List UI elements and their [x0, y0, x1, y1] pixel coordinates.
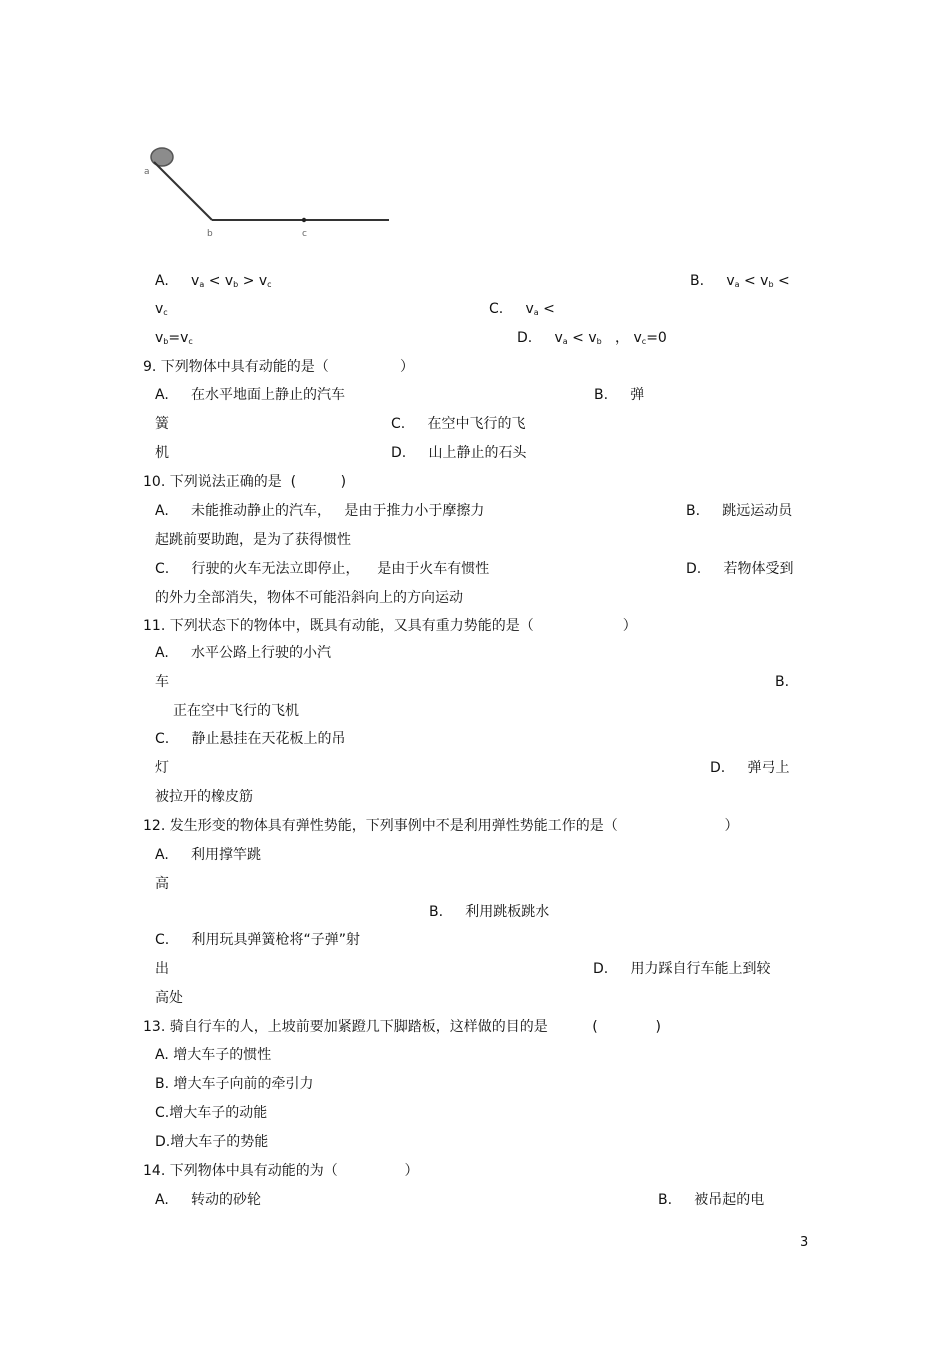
- q14-stem: 14. 下列物体中具有动能的为（ ）: [143, 1163, 419, 1179]
- q10-option-a: A. 未能推动静止的汽车， 是由于推力小于摩擦力: [155, 503, 485, 519]
- point-c-dot: [302, 218, 306, 222]
- q8-b-text: <: [773, 273, 790, 289]
- q8-option-b-cont: [155, 300, 168, 322]
- q11-option-d: D. 弹弓上: [710, 760, 790, 776]
- q8-option-c-cont: [155, 329, 193, 351]
- page-number: 3: [800, 1235, 809, 1250]
- q8-d-text: ， v: [601, 330, 642, 346]
- q9-option-d: D. 山上静止的石头: [391, 445, 527, 461]
- q11-option-c: C. 静止悬挂在天花板上的吊: [155, 731, 346, 747]
- q11-option-a: A. 水平公路上行驶的小汽: [155, 645, 332, 661]
- q8-d-letter: D.: [517, 330, 533, 346]
- q8-c-text: <: [538, 301, 555, 317]
- q13-option-b: B. 增大车子向前的牵引力: [155, 1076, 314, 1092]
- q8-d-text: =0: [646, 330, 667, 346]
- q9-option-b: B. 弹: [594, 387, 645, 403]
- q10-option-b-cont: 起跳前要助跑，是为了获得惯性: [155, 532, 351, 548]
- q8-a-text: > v: [238, 273, 268, 289]
- q8-b-sub: b: [768, 280, 774, 289]
- q8-d-text: v: [554, 330, 563, 346]
- q12-option-a-cont: 高: [155, 876, 169, 892]
- q14-option-b: B. 被吊起的电: [658, 1192, 765, 1208]
- q10-option-c: C. 行驶的火车无法立即停止， 是由于火车有惯性: [155, 561, 490, 577]
- q12-option-d: D. 用力踩自行车能上到较: [593, 961, 771, 977]
- q12-stem: 12. 发生形变的物体具有弹性势能，下列事例中不是利用弹性势能工作的是（ ）: [143, 818, 739, 834]
- q12-option-d-cont: 高处: [155, 990, 183, 1006]
- q13-option-a: A. 增大车子的惯性: [155, 1047, 272, 1063]
- q8-c-cont-text: v: [155, 330, 164, 346]
- q8-option-d: [517, 329, 667, 351]
- q8-c-cont-sub: c: [188, 337, 193, 346]
- q8-d-sub: a: [562, 337, 568, 346]
- q8-c-cont-text: =v: [168, 330, 189, 346]
- q14-option-a: A. 转动的砂轮: [155, 1192, 262, 1208]
- q8-c-text: v: [525, 301, 534, 317]
- q8-option-b: [690, 272, 790, 294]
- q8-a-sub: a: [199, 280, 205, 289]
- q10-option-b: B. 跳远运动员: [686, 503, 793, 519]
- incline-line: [154, 162, 212, 220]
- q8-c-sub: a: [533, 308, 539, 317]
- q12-option-b: B. 利用跳板跳水: [429, 904, 550, 920]
- q9-option-c-cont: 机: [155, 445, 169, 461]
- q12-option-c-cont: 出: [155, 961, 169, 977]
- q9-option-b-cont: 簧: [155, 416, 169, 432]
- q9-option-a: A. 在水平地面上静止的汽车: [155, 387, 346, 403]
- q12-option-a: A. 利用撑竿跳: [155, 847, 262, 863]
- q8-b-letter: B.: [690, 273, 705, 289]
- q8-b-cont-text: v: [155, 301, 164, 317]
- q11-option-a-cont: 车: [155, 674, 169, 690]
- label-b: b: [207, 229, 213, 239]
- q8-d-text: < v: [567, 330, 597, 346]
- q9-stem: 9. 下列物体中具有动能的是（ ）: [143, 359, 415, 375]
- q8-a-sub: c: [267, 280, 272, 289]
- q9-option-c: C. 在空中飞行的飞: [391, 416, 526, 432]
- q8-c-cont-sub: b: [163, 337, 169, 346]
- label-a: a: [144, 167, 150, 177]
- q8-a-sub: b: [233, 280, 239, 289]
- q11-option-c-cont: 灯: [155, 760, 169, 776]
- q8-b-text: v: [726, 273, 735, 289]
- q8-a-text: v: [191, 273, 200, 289]
- q11-option-b-cont: 正在空中飞行的飞机: [173, 703, 299, 719]
- q13-option-c: C.增大车子的动能: [155, 1105, 268, 1121]
- q12-option-c: C. 利用玩具弹簧枪将“子弹”射: [155, 932, 360, 948]
- incline-figure: [140, 140, 400, 245]
- q10-option-d: D. 若物体受到: [686, 561, 794, 577]
- q10-stem: 10. 下列说法正确的是 ( ): [143, 474, 347, 490]
- q8-a-text: < v: [204, 273, 234, 289]
- q11-option-b: B.: [775, 674, 790, 690]
- q13-option-d: D.增大车子的势能: [155, 1134, 269, 1150]
- q8-b-sub: a: [734, 280, 740, 289]
- q8-b-text: < v: [739, 273, 769, 289]
- label-c: c: [302, 229, 307, 239]
- q8-option-c: [489, 300, 555, 322]
- q8-option-a: [155, 272, 272, 294]
- q10-option-d-cont: 的外力全部消失，物体不可能沿斜向上的方向运动: [155, 590, 463, 606]
- q11-stem: 11. 下列状态下的物体中，既具有动能，又具有重力势能的是（ ）: [143, 618, 637, 634]
- q11-option-d-cont: 被拉开的橡皮筋: [155, 789, 253, 805]
- q8-d-sub: c: [641, 337, 647, 346]
- q13-stem: 13. 骑自行车的人，上坡前要加紧蹬几下脚踏板，这样做的目的是 ( ): [143, 1019, 661, 1035]
- q8-d-sub: b: [596, 337, 602, 346]
- q8-c-letter: C.: [489, 301, 504, 317]
- q8-a-letter: A.: [155, 273, 169, 289]
- q8-b-cont-sub: c: [163, 308, 168, 317]
